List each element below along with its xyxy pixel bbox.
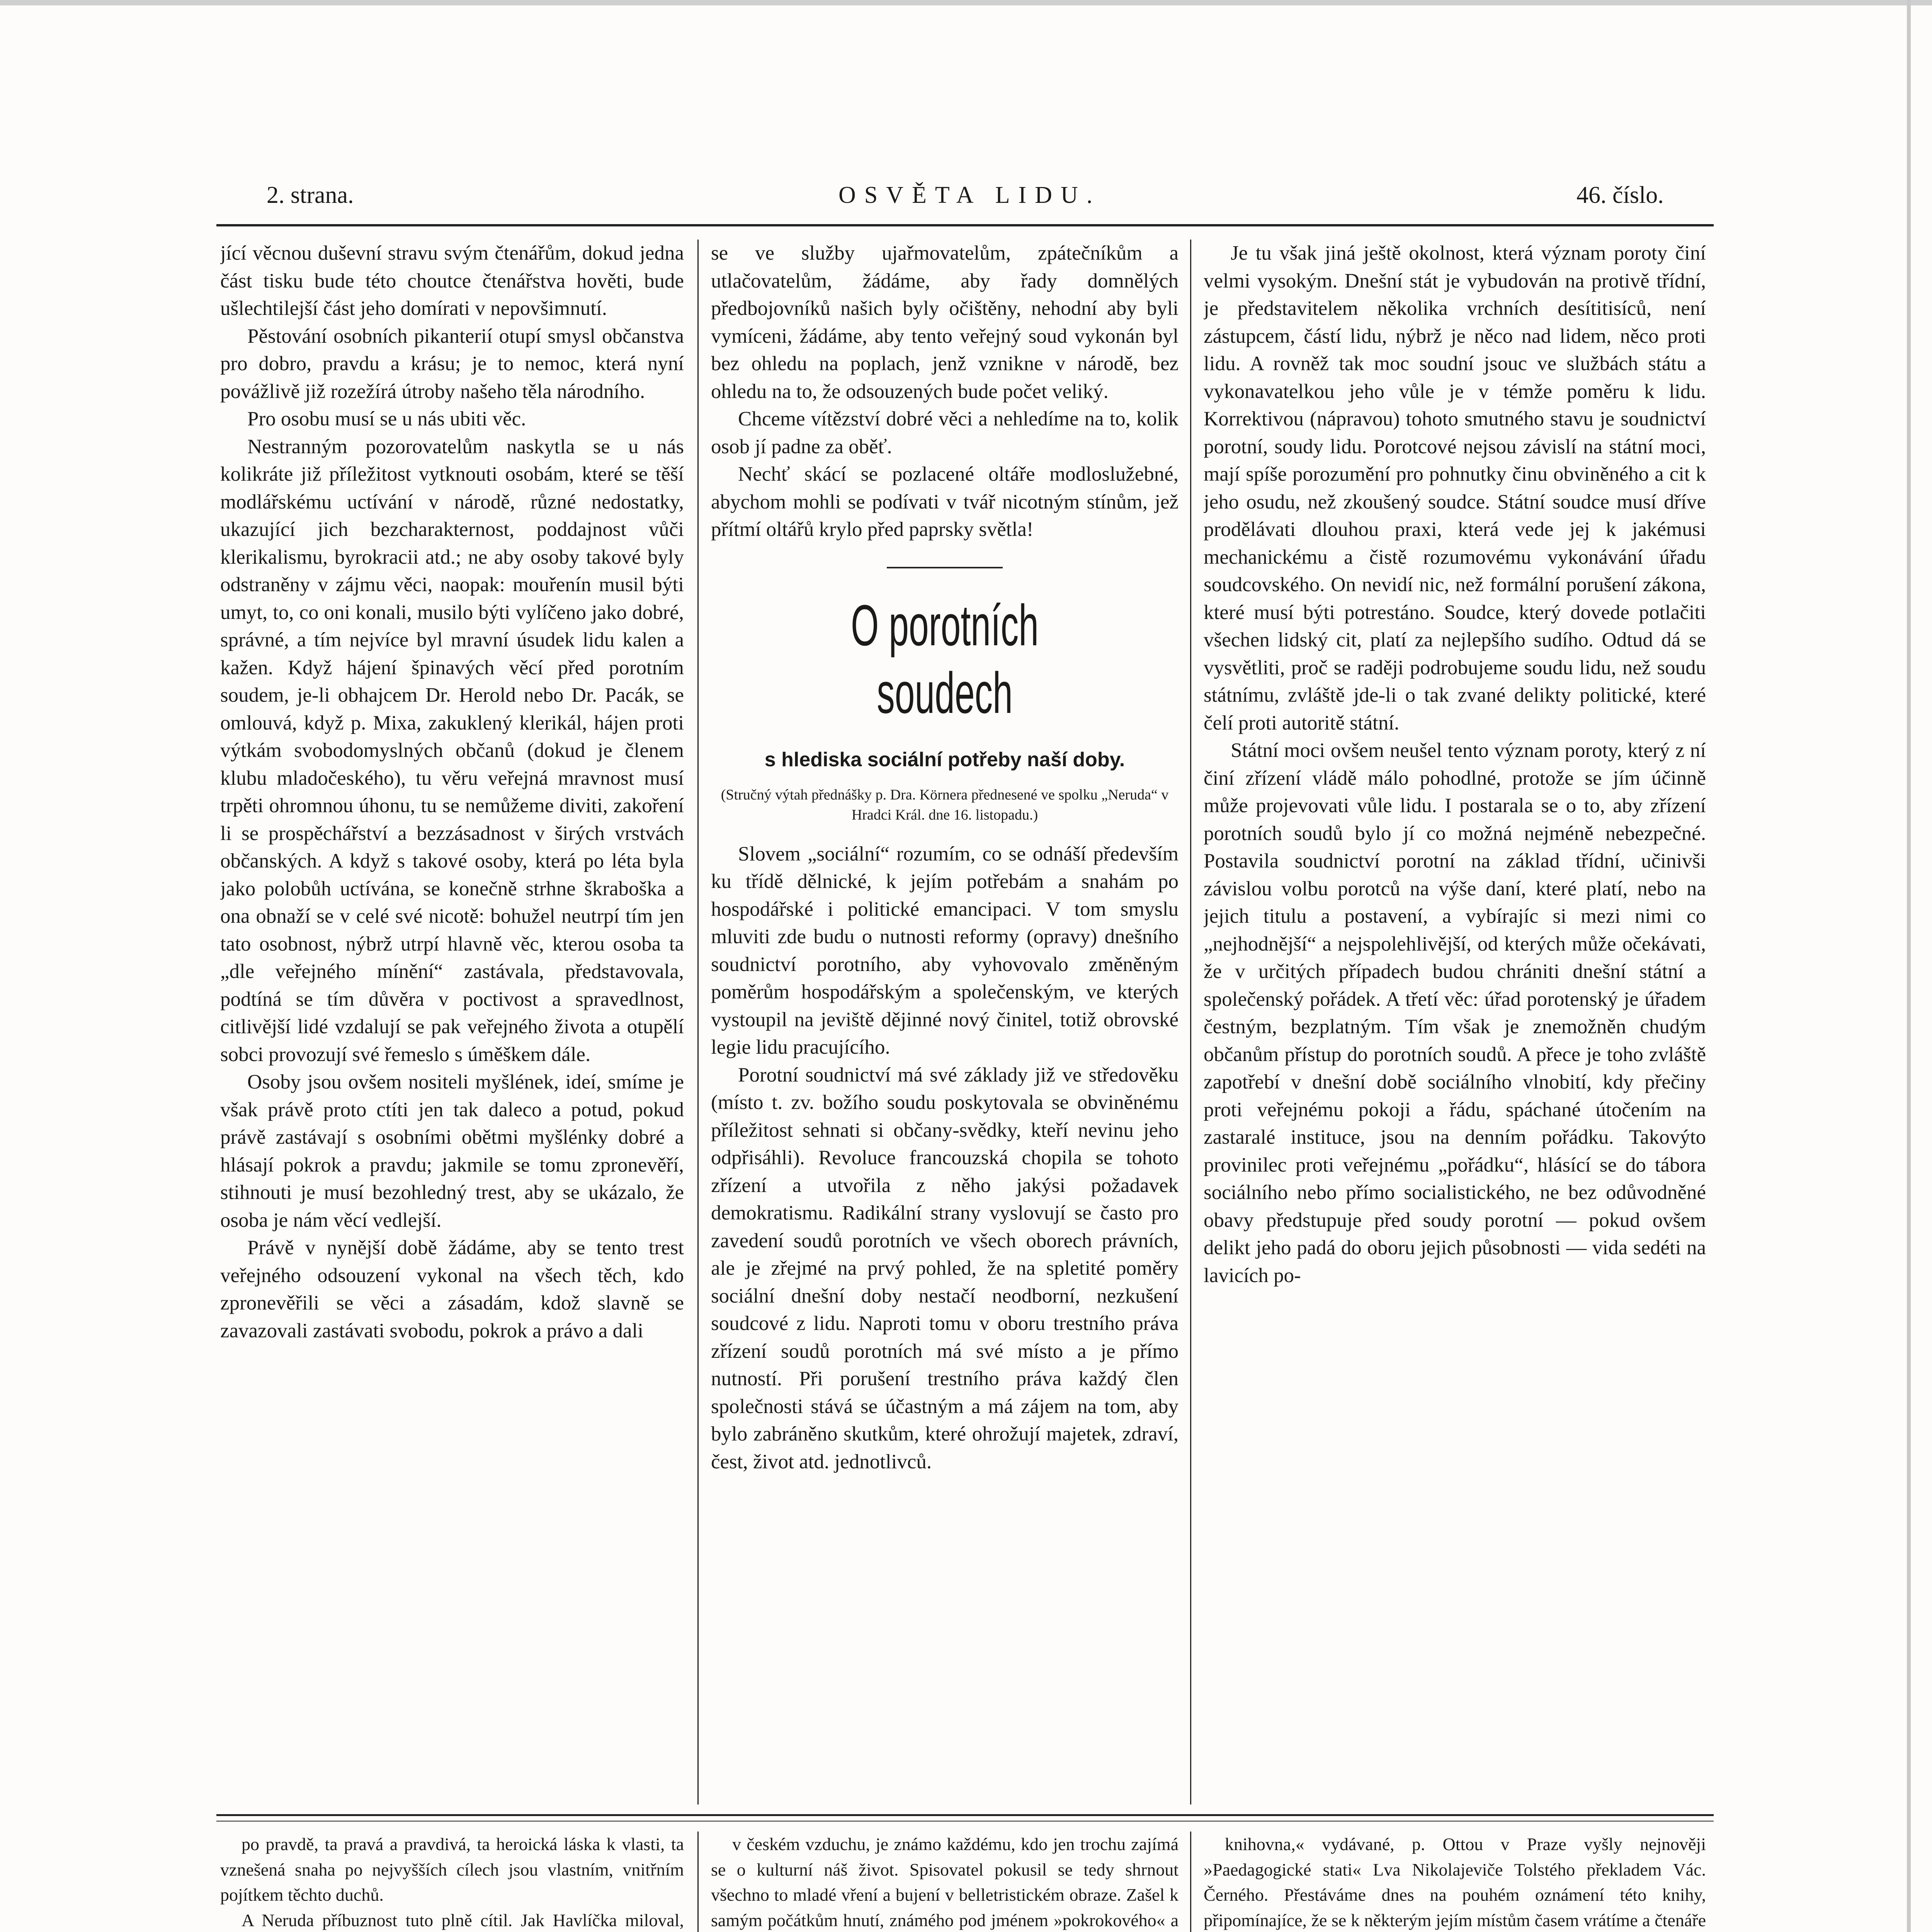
column-2 [711,240,1179,1804]
paragraph: Slovem „sociální“ rozumím, co se odnáší především ku třídě dělnické, k jejím potřebám a snahám po hospodářské i politické emancipaci. V tom smyslu mluviti zde budu o nutnosti reformy (opravy) dnešního soudnictví porotního, aby vyhovovalo změněným poměrům hospodářským a společenským, ve kterých vystoupil na jeviště dějinné nový činitel, totiž obrovské legie lidu pracujícího. [711,842,1179,1058]
paragraph: po pravdě, ta pravá a pravdivá, ta heroická láska k vlasti, ta vznešená snaha po nejvyšších cílech jsou vlastním, vnitřním pojítkem těchto duchů. [220,1834,684,1905]
paragraph: Právě v nynější době žádáme, aby se tento trest veřejného odsouzení vykonal na všech těch, kdo zpronevěřili se věci a zásadám, kdož slavně se zavazovali zastávati svobodu, pokrok a právo a dali [220,1236,684,1342]
paragraph: A Neruda příbuznost tuto plně cítil. Jak Havlíčka miloval, [242,1910,684,1930]
scan-edge-top [0,0,1932,5]
column-divider [1190,240,1191,1804]
journal-title: OSVĚTA LIDU. [838,182,1101,208]
issue-number: 46. číslo. [1577,182,1664,208]
paragraph: v českém vzduchu, je známo každému, kdo jen trochu zajímá se o kulturní náš život. Spisovatel pokusil se tedy shrnout všechno to mladé vření a bujení v belletristickém obraze. Zašel k samým počátkům hnutí, známého pod jménem »pokrokového« a [711,1834,1179,1930]
lower-column-2 [711,1832,1179,1932]
paragraph: Nestranným pozorovatelům naskytla se u nás kolikráte již příležitost vytknouti osobám, které se těší modlářskému uctívání v národě, různé nedostatky, ukazující jich bezcharakternost, poddajnost vůči klerikalismu, byrokracii atd.; ne aby osoby takové byly odstraněny v zájmu věci, naopak: mouřenín musil býti umyt, to, co oni konali, musilo býti vylíčeno jako dobré, správné, a tím nejvíce byl mravní úsudek lidu kalen a kažen. Když hájení špinavých věcí před porotním soudem, je-li obhajcem Dr. Herold nebo Dr. Pacák, se omlouvá, když p. Mixa, zakuklený klerikál, hájen proti výtkám svobodomyslných občanů (dokud je členem klubu mladočeského), tu věru veřejná mravnost musí trpěti ohromnou úhonu, tu se nemůžeme diviti, zakoření li se prospěchářství a bezzásadnost v širých vrstvách občanských. A když s takové osoby, která po léta byla jako polobůh uctívána, se konečně strhne škraboška a ona obnaží se v celé své nicotě: bohužel neutrpí tím jen tato osobnost, nýbrž utrpí hlavně věc, kterou osoba ta „dle veřejného mínění“ zastávala, představovala, podtíná se tím důvěra v poctivost a spravedlnost, citlivější lidé vzdalují se pak veřejného života a otupělí sobci provozují své řemeslo s úměškem dále. [220,435,684,1066]
column-3 [1204,240,1706,1804]
column-divider [697,1832,699,1932]
lower-column-3 [1204,1832,1706,1932]
scan-edge-right [1907,0,1911,1932]
paragraph: Státní moci ovšem neušel tento význam poroty, který z ní činí zřízení vládě málo pohodlné, protože se jím účinně může projevovati vůle lidu. I postarala se o to, aby zřízení porotních soudů bylo jí co možná nejméně nebezpečné. Postavila soudnictví porotní na základ třídní, učinivši závislou volbu porotců na výše daní, které platí, nebo na jejich titulu a postavení, a vybírajíc si mezi nimi co „nejhodnější“ a nejspolehlivější, od kterých může očekávati, že v určitých případech budou chrániti dnešní státní a společenský pořádek. A třetí věc: úřad porotenský je úřadem čestným, bezplatným. Tím však je znemožněn chudým občanům přístup do porotních soudů. A přece je toho zvláště zapotřebí v dnešní době sociálního vlnobití, kdy přečiny proti veřejnému pokoji a řádu, spáchané útočením na zastaralé instituce, jsou na denním pořádku. Takovýto provinilec proti veřejnému „pořádku“, hlásící se do tábora sociálního nebo přímo socialistického, ne bez odůvodněné obavy předstupuje před soudy porotní — pokud ovšem delikt jeho padá do oboru jejich působnosti — vida sedéti na lavicích po- [1204,739,1706,1287]
paragraph: knihovna,« vydávané, p. Ottou v Praze vyšly nejnověji »Paedagogické stati« Lva Nikolajeviče Tolstého překladem Vác. Černého. Přestáváme dnes na pouhém oznámení této knihy, připomínajíce, že se k některým jejím místům časem vrátíme a čtenáře [1204,1834,1706,1930]
header-rule [216,224,1714,226]
column-divider [1190,1832,1191,1932]
column-divider [697,240,699,1804]
feuilleton-rule [216,1814,1714,1816]
paragraph: Je tu však jiná ještě okolnost, která význam poroty činí velmi vysokým. Dnešní stát je vybudován na protivě třídní, je představitelem několika vrchních desítitisíců, není zástupcem, částí lidu, nýbrž je něco nad lidem, něco proti lidu. A rovněž tak moc soudní jsouc ve službách státu a vykonavatelkou jeho vůle je v témže poměru k lidu. Korrektivou (nápravou) tohoto smutného stavu je soudnictví porotní, soudy lidu. Porotcové nejsou závislí na státní moci, mají spíše porozumění pro pohnutky činu obviněného a cit k jeho osudu, než zkoušený soudce. Státní soudce musí dříve prodělávati dlouhou praxi, která vede jej k jakémusi mechanickému a čistě rozumovému vykonávání úřadu soudcovského. On nevidí nic, než formální porušení zákona, které musí býti potrestáno. Soudce, který dovede potlačiti všechen lidský cit, platí za nejlepšího sudího. Odtud dá se vysvětliti, proč se raději podrobujeme soudu lidu, než soudu státnímu, zvláště jde-li o tak zvané delikty politické, které čelí proti autoritě státní. [1204,242,1706,734]
page-header [220,182,1689,224]
paragraph: Porotní soudnictví má své základy již ve středověku (místo t. zv. božího soudu poskytovala se obviněnému příležitost sehnati si občany-svědky, kteří nevinu jeho odpřisáhli). Revoluce francouzská chopila se tohoto zřízení a utvořila z něho jakýsi požadavek demokratismu. Radikální strany vyslovují se často pro zavedení soudů porotních ve všech oborech právních, ale je zřejmé na prvý pohled, že na spletité poměry sociální dnešní doby nestačí neodborní, nezkušení soudcové z lidu. Naproti tomu v oboru trestního práva zřízení soudů porotních má své místo a je přímo nutností. Při porušení trestního práva každý člen společnosti stává se účastným a má zájem na tom, aby bylo zabráněno skutkům, které ohrožují majetek, zdraví, čest, život atd. jednotlivců. [711,1063,1179,1473]
column-1 [220,240,684,1804]
paragraph: Chceme vítězství dobré věci a nehledíme na to, kolik osob jí padne za oběť. [711,408,1179,458]
paragraph: Pro osobu musí se u nás ubiti věc. [247,408,526,430]
paragraph: Nechť skácí se pozlacené oltáře modloslužebné, abychom mohli se podívati v tvář nicotným stínům, jež přítmí oltářů krylo před paprsky světla! [711,463,1179,541]
lower-column-1 [220,1832,684,1932]
paragraph: Osoby jsou ovšem nositeli myšlének, ideí, smíme je však právě proto ctíti jen tak daleco a potud, pokud právě zastávají s osobními obětmi myšlénky dobré a hlásají pokrok a pravdu; jakmile se tomu zpronevěří, stihnouti je musí bezohledný trest, aby se ukázalo, že osoba je nám věcí vedlejší. [220,1071,684,1231]
article-note: (Stručný výtah přednášky p. Dra. Körnera přednesené ve spolku „Neruda“ v Hradci Král. dne 16. listopadu.) [721,786,1169,823]
paragraph: jící věcnou duševní stravu svým čtenářům, dokud jedna část tisku bude této choutce čtenářstva hověti, bude ušlechtilejší část jeho domírati v nepovšimnutí. [220,242,684,320]
article-title: O porotních soudech [851,592,1039,725]
section-rule [887,567,1003,568]
article-subtitle: s hlediska sociální potřeby naší doby. [764,748,1125,771]
paragraph: Pěstování osobních pikanterií otupí smysl občanstva pro dobro, pravdu a krásu; je to nemoc, která nyní povážlivě již rozežírá útroby našeho těla národního. [220,325,684,403]
page-number: 2. strana. [267,182,354,208]
paragraph: se ve služby ujařmovatelům, zpátečníkům a utlačovatelům, žádáme, aby řady domnělých předbojovníků našich byly očištěny, nehodní aby byli vymíceni, žádáme, aby tento veřejný soud vykonán byl bez ohledu na poplach, jenž vznikne v národě, bez ohledu na to, že odsouzených bude počet veliký. [711,242,1179,403]
